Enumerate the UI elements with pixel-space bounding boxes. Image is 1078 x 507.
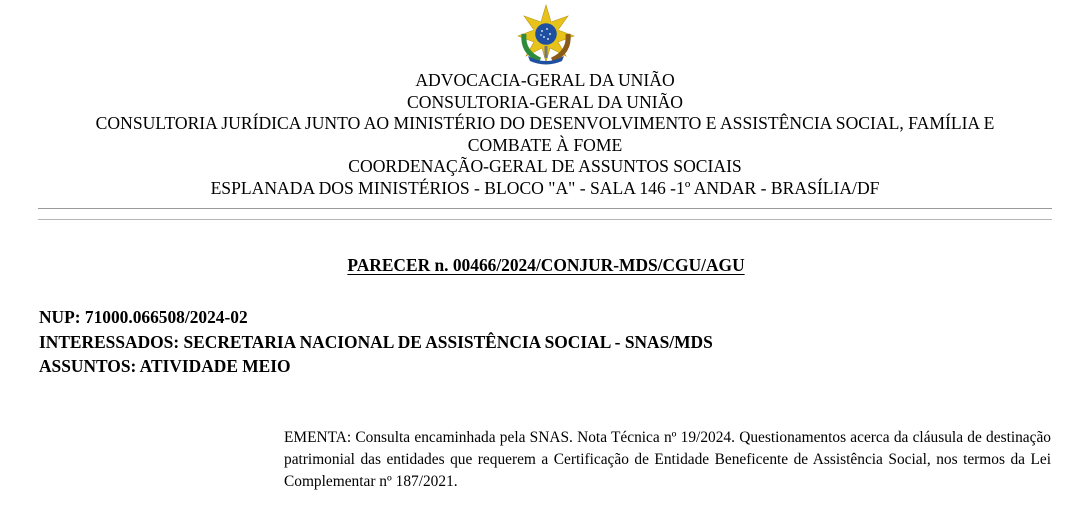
header-divider-top	[38, 208, 1052, 209]
parecer-title: PARECER n. 00466/2024/CONJUR-MDS/CGU/AGU	[347, 255, 745, 275]
document-meta	[39, 305, 713, 379]
header-line-conjur: CONSULTORIA JURÍDICA JUNTO AO MINISTÉRIO DO DESENVOLVIMENTO E ASSISTÊNCIA SOCIAL, FAMÍLIA E	[95, 113, 995, 133]
header-line-agu: ADVOCACIA-GERAL DA UNIÃO	[415, 70, 675, 90]
brazil-coat-of-arms-icon	[514, 4, 578, 66]
header-line-coordenacao: COORDENAÇÃO-GERAL DE ASSUNTOS SOCIAIS	[348, 156, 742, 176]
interessados-line: INTERESSADOS: SECRETARIA NACIONAL DE ASSISTÊNCIA SOCIAL - SNAS/MDS	[39, 331, 713, 352]
header-line-conjur-cont: COMBATE À FOME	[467, 134, 623, 155]
nup-line: NUP: 71000.066508/2024-02	[39, 307, 248, 327]
document-header	[30, 70, 1060, 199]
header-line-address: ESPLANADA DOS MINISTÉRIOS - BLOCO "A" - SALA 146 -1º ANDAR - BRASÍLIA/DF	[210, 177, 880, 198]
assuntos-line: ASSUNTOS: ATIVIDADE MEIO	[39, 356, 291, 376]
header-divider-bottom	[38, 219, 1052, 220]
ementa-paragraph: EMENTA: Consulta encaminhada pela SNAS. Nota Técnica nº 19/2024. Questionamentos acerca da cláusula de destinação patrimonial das entidades que requerem a Certificação de Entidade Beneficente de Assistência Social, nos termos da Lei Complementar nº 187/2021.	[284, 429, 1051, 490]
header-line-cgu: CONSULTORIA-GERAL DA UNIÃO	[407, 91, 683, 112]
